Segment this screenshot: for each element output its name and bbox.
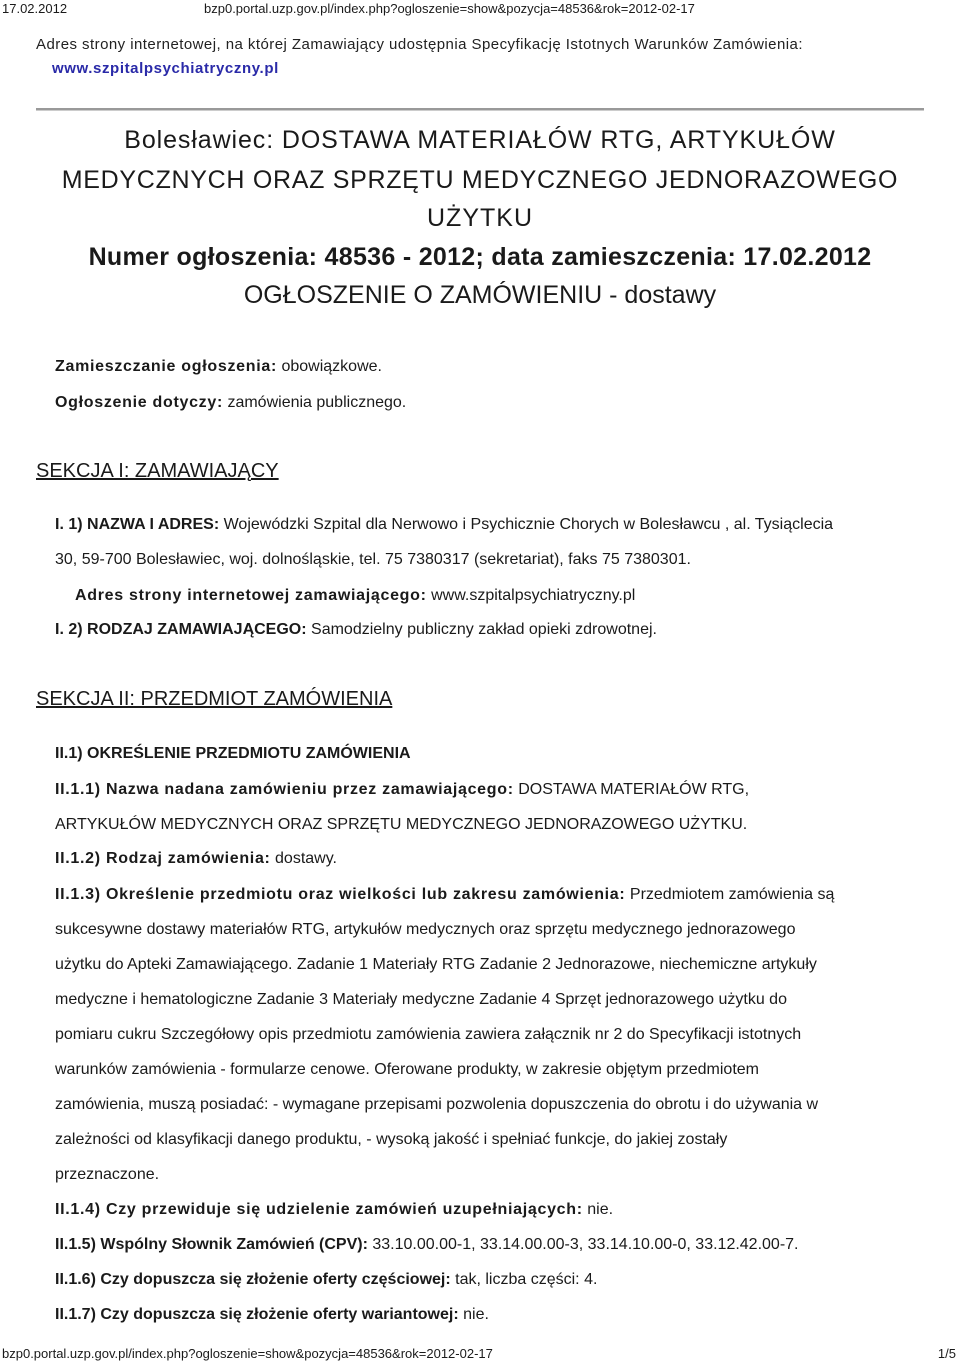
authority-type-value: Samodzielny publiczny zakład opieki zdrowotnej. [311,621,657,638]
page-number: 1/5 [937,1346,956,1361]
address-continued: 30, 59-700 Bolesławiec, woj. dolnośląskie, tel. 75 7380317 (sekretariat), faks 75 7380301. [55,551,691,568]
horizontal-divider [36,108,924,111]
partial-offer-value: tak, liczba części: 4. [455,1271,598,1288]
section-2-heading: SEKCJA II: PRZEDMIOT ZAMÓWIENIA [36,688,393,710]
order-kind-row [55,850,337,868]
announcement-type: OGŁOSZENIE O ZAMÓWIENIU - dostawy [243,281,717,309]
announcement-number: Numer ogłoszenia: 48536 - 2012; data zamieszczenia: 17.02.2012 [88,243,872,271]
cpv-label: II.1.5) Wspólny Słownik Zamówień (CPV): [55,1236,368,1253]
order-name-value: DOSTAWA MATERIAŁÓW RTG, [518,781,750,798]
concerns-label: Ogłoszenie dotyczy: [55,394,223,411]
variant-offer-row [55,1306,489,1324]
name-address-value: Wojewódzki Szpital dla Nerwowo i Psychicznie Chorych w Bolesławcu , al. Tysiąclecia [223,516,834,533]
partial-offer-row [55,1271,597,1289]
order-name-label: II.1.1) Nazwa nadana zamówieniu przez zamawiającego: [55,781,514,798]
title-line-1: Bolesławiec: DOSTAWA MATERIAŁÓW RTG, ARTYKUŁÓW [124,126,836,154]
description-row [55,886,834,904]
variant-offer-value: nie. [463,1306,489,1323]
variant-offer-label: II.1.7) Czy dopuszcza się złożenie oferty wariantowej: [55,1306,459,1323]
supplementary-orders-value: nie. [587,1201,614,1218]
description-line: zamówienia, muszą posiadać: - wymagane przepisami pozwolenia dopuszczenia do obrotu i do używania w [55,1096,819,1113]
website-row [75,587,635,605]
contracting-authority-row [55,516,833,534]
cpv-value: 33.10.00.00-1, 33.14.00.00-3, 33.14.10.00-0, 33.12.42.00-7. [372,1236,799,1253]
website-label: Adres strony internetowej zamawiającego: [75,587,427,604]
website-value: www.szpitalpsychiatryczny.pl [431,587,636,604]
description-line: warunków zamówienia - formularze cenowe. Oferowane produkty, w zakresie objętym przedmiotem [55,1061,759,1078]
placement-label: Zamieszczanie ogłoszenia: [55,358,278,375]
description-line: zależności od klasyfikacji danego produktu, - wysoką jakość i spełniać funkcje, do jakiej zostały [55,1131,728,1148]
description-line: użytku do Apteki Zamawiającego. Zadanie 1 Materiały RTG Zadanie 2 Jednorazowe, niechemiczne artykuły [55,956,817,973]
supplementary-orders-row [55,1201,613,1219]
description-first-line: Przedmiotem zamówienia są [629,886,835,903]
description-line: przeznaczone. [55,1166,160,1183]
print-footer-url: bzp0.portal.uzp.gov.pl/index.php?ogloszenie=show&pozycja=48536&rok=2012-02-17 [2,1346,493,1361]
supplementary-orders-label: II.1.4) Czy przewiduje się udzielenie zamówień uzupełniających: [55,1201,583,1218]
cpv-row [55,1236,799,1254]
subject-subheading: II.1) OKREŚLENIE PRZEDMIOTU ZAMÓWIENIA [55,745,411,762]
title-line-3: UŻYTKU [427,204,533,232]
siwz-website-link[interactable]: www.szpitalpsychiatryczny.pl [52,60,279,77]
siwz-intro-text: Adres strony internetowej, na której Zamawiający udostępnia Specyfikację Istotnych Warunków Zamówienia: [36,36,803,53]
print-date: 17.02.2012 [2,1,68,16]
order-name-row [55,781,749,799]
authority-type-label: I. 2) RODZAJ ZAMAWIAJĄCEGO: [55,621,307,638]
description-line: medyczne i hematologiczne Zadanie 3 Materiały medyczne Zadanie 4 Sprzęt jednorazowego użytku do [55,991,787,1008]
print-url: bzp0.portal.uzp.gov.pl/index.php?ogloszenie=show&pozycja=48536&rok=2012-02-17 [204,1,695,16]
name-address-label: I. 1) NAZWA I ADRES: [55,516,220,533]
title-line-2: MEDYCZNYCH ORAZ SPRZĘTU MEDYCZNEGO JEDNORAZOWEGO [61,166,899,194]
description-line: sukcesywne dostawy materiałów RTG, artykułów medycznych oraz sprzętu medycznego jednorazowego [55,921,796,938]
concerns-row [55,394,406,412]
concerns-value: zamówienia publicznego. [227,394,407,411]
placement-row [55,358,382,376]
order-kind-label: II.1.2) Rodzaj zamówienia: [55,850,271,867]
placement-value: obowiązkowe. [281,358,382,375]
order-kind-value: dostawy. [275,850,337,867]
authority-type-row [55,621,657,639]
partial-offer-label: II.1.6) Czy dopuszcza się złożenie oferty częściowej: [55,1271,451,1288]
section-1-heading: SEKCJA I: ZAMAWIAJĄCY [36,460,279,482]
description-label: II.1.3) Określenie przedmiotu oraz wielkości lub zakresu zamówienia: [55,886,626,903]
order-name-continued: ARTYKUŁÓW MEDYCZNYCH ORAZ SPRZĘTU MEDYCZNEGO JEDNORAZOWEGO UŻYTKU. [55,816,748,833]
description-line: pomiaru cukru Szczegółowy opis przedmiotu zamówienia zawiera załącznik nr 2 do Specyfikacji istotnych [55,1026,802,1043]
